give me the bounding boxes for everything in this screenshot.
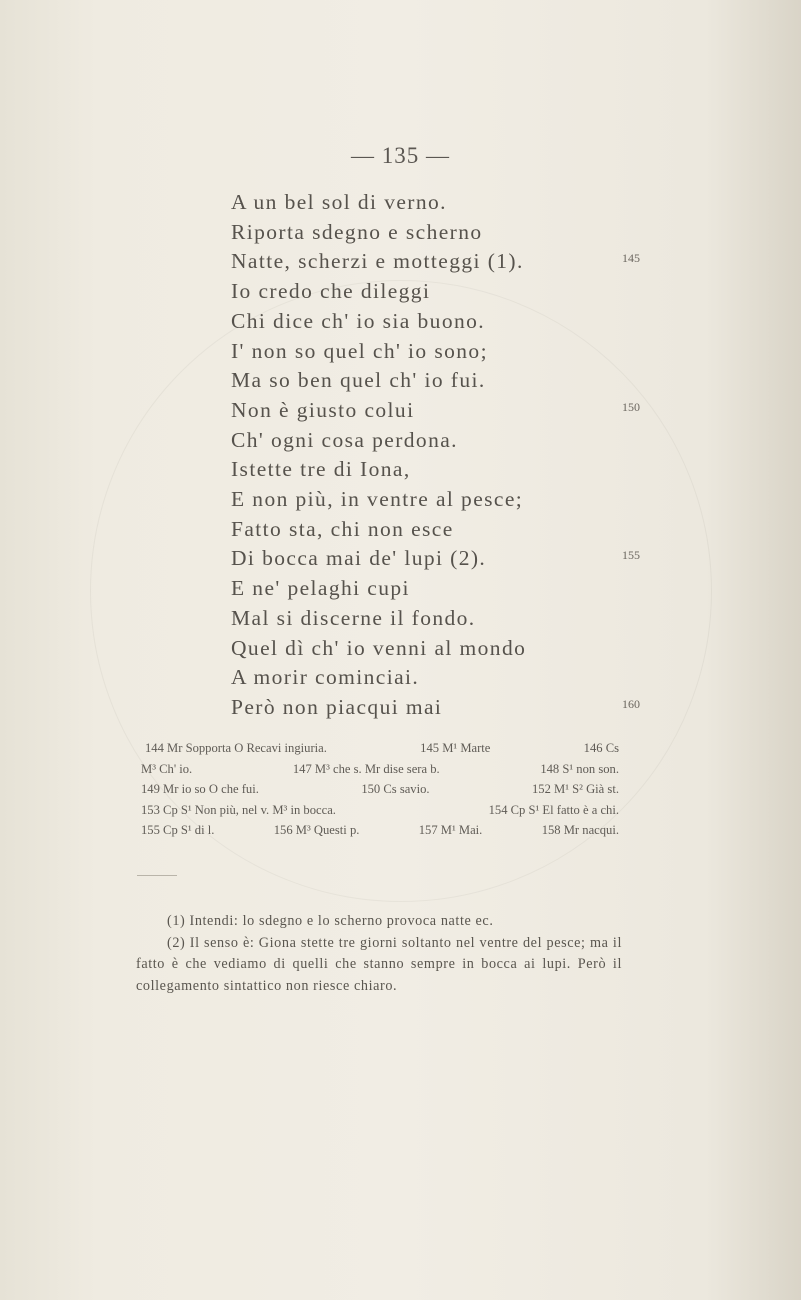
verse-line: I' non so quel ch' io sono; bbox=[231, 338, 488, 363]
verse-line: Istette tre di Iona, bbox=[231, 457, 411, 482]
verse-line: E non più, in ventre al pesce; bbox=[231, 487, 524, 511]
page-number: — 135 — bbox=[351, 143, 450, 168]
variant-entry: 150 Cs savio. bbox=[361, 782, 430, 796]
variant-row bbox=[141, 779, 619, 800]
footnote-rule bbox=[137, 875, 177, 876]
verse-line: Chi dice ch' io sia buono. bbox=[231, 308, 486, 333]
variant-entry: 149 Mr io so O che fui. bbox=[141, 782, 259, 796]
verse-number: 155 bbox=[622, 548, 640, 563]
variant-row bbox=[141, 800, 619, 821]
verse-line: Io credo che dileggi bbox=[231, 279, 431, 304]
variant-entry: 148 S¹ non son. bbox=[540, 761, 619, 776]
verse-number: 145 bbox=[622, 251, 640, 266]
variant-entry: 145 M¹ Marte bbox=[420, 741, 491, 755]
variant-row bbox=[141, 820, 619, 841]
verse-number: 160 bbox=[622, 696, 640, 711]
variant-entry: 152 M¹ S² Già st. bbox=[532, 782, 619, 796]
variant-entry: 144 Mr Sopporta O Recavi ingiuria. bbox=[145, 741, 327, 755]
variant-entry: 158 Mr nacqui. bbox=[541, 823, 619, 837]
verse-line: Mal si discerne il fondo. bbox=[231, 605, 476, 630]
verse-line: A un bel sol di verno. bbox=[231, 190, 447, 214]
variant-entry: 146 Cs bbox=[583, 741, 619, 755]
verse-line: E ne' pelaghi cupi bbox=[231, 576, 410, 601]
verse-line: Ch' ogni cosa perdona. bbox=[231, 427, 458, 452]
textual-variants bbox=[141, 738, 619, 841]
verse-line: Riporta sdegno e scherno bbox=[231, 219, 483, 244]
verse-line: A morir cominciai. bbox=[231, 665, 420, 690]
footnote-1: (1) Intendi: lo sdegno e lo scherno provoca natte ec. bbox=[167, 913, 494, 929]
verse-line: Fatto sta, chi non esce bbox=[231, 516, 454, 541]
verse-line: Però non piacqui mai bbox=[231, 694, 443, 719]
verse-line: Ma so ben quel ch' io fui. bbox=[231, 368, 486, 393]
verse-number: 150 bbox=[622, 399, 640, 414]
variant-entry: 147 M³ che s. Mr dise sera b. bbox=[292, 761, 440, 776]
variant-entry: 156 M³ Questi p. bbox=[273, 823, 360, 837]
variant-entry: 153 Cp S¹ Non più, nel v. M³ in bocca. bbox=[141, 802, 336, 817]
footnotes bbox=[136, 911, 622, 997]
verse-line: Quel dì ch' io venni al mondo bbox=[231, 635, 527, 660]
footnote-2: (2) Il senso è: Giona stette tre giorni soltanto nel ventre del pesce; ma il fatto è che vediamo di quelli che stanno sempre in bocca ai lupi. Però il collegamento sintattico non riesce chiaro. bbox=[136, 934, 622, 994]
variant-entry: M³ Ch' io. bbox=[141, 761, 193, 776]
verse-line: Natte, scherzi e motteggi (1). bbox=[231, 249, 524, 274]
variant-row bbox=[141, 738, 619, 759]
verse-line: Di bocca mai de' lupi (2). bbox=[231, 546, 487, 571]
variant-entry: 155 Cp S¹ di l. bbox=[141, 823, 215, 837]
variant-row bbox=[141, 759, 619, 780]
verse-line: Non è giusto colui bbox=[231, 397, 415, 422]
variant-entry: 154 Cp S¹ El fatto è a chi. bbox=[488, 802, 619, 817]
variant-entry: 157 M¹ Mai. bbox=[418, 823, 483, 837]
